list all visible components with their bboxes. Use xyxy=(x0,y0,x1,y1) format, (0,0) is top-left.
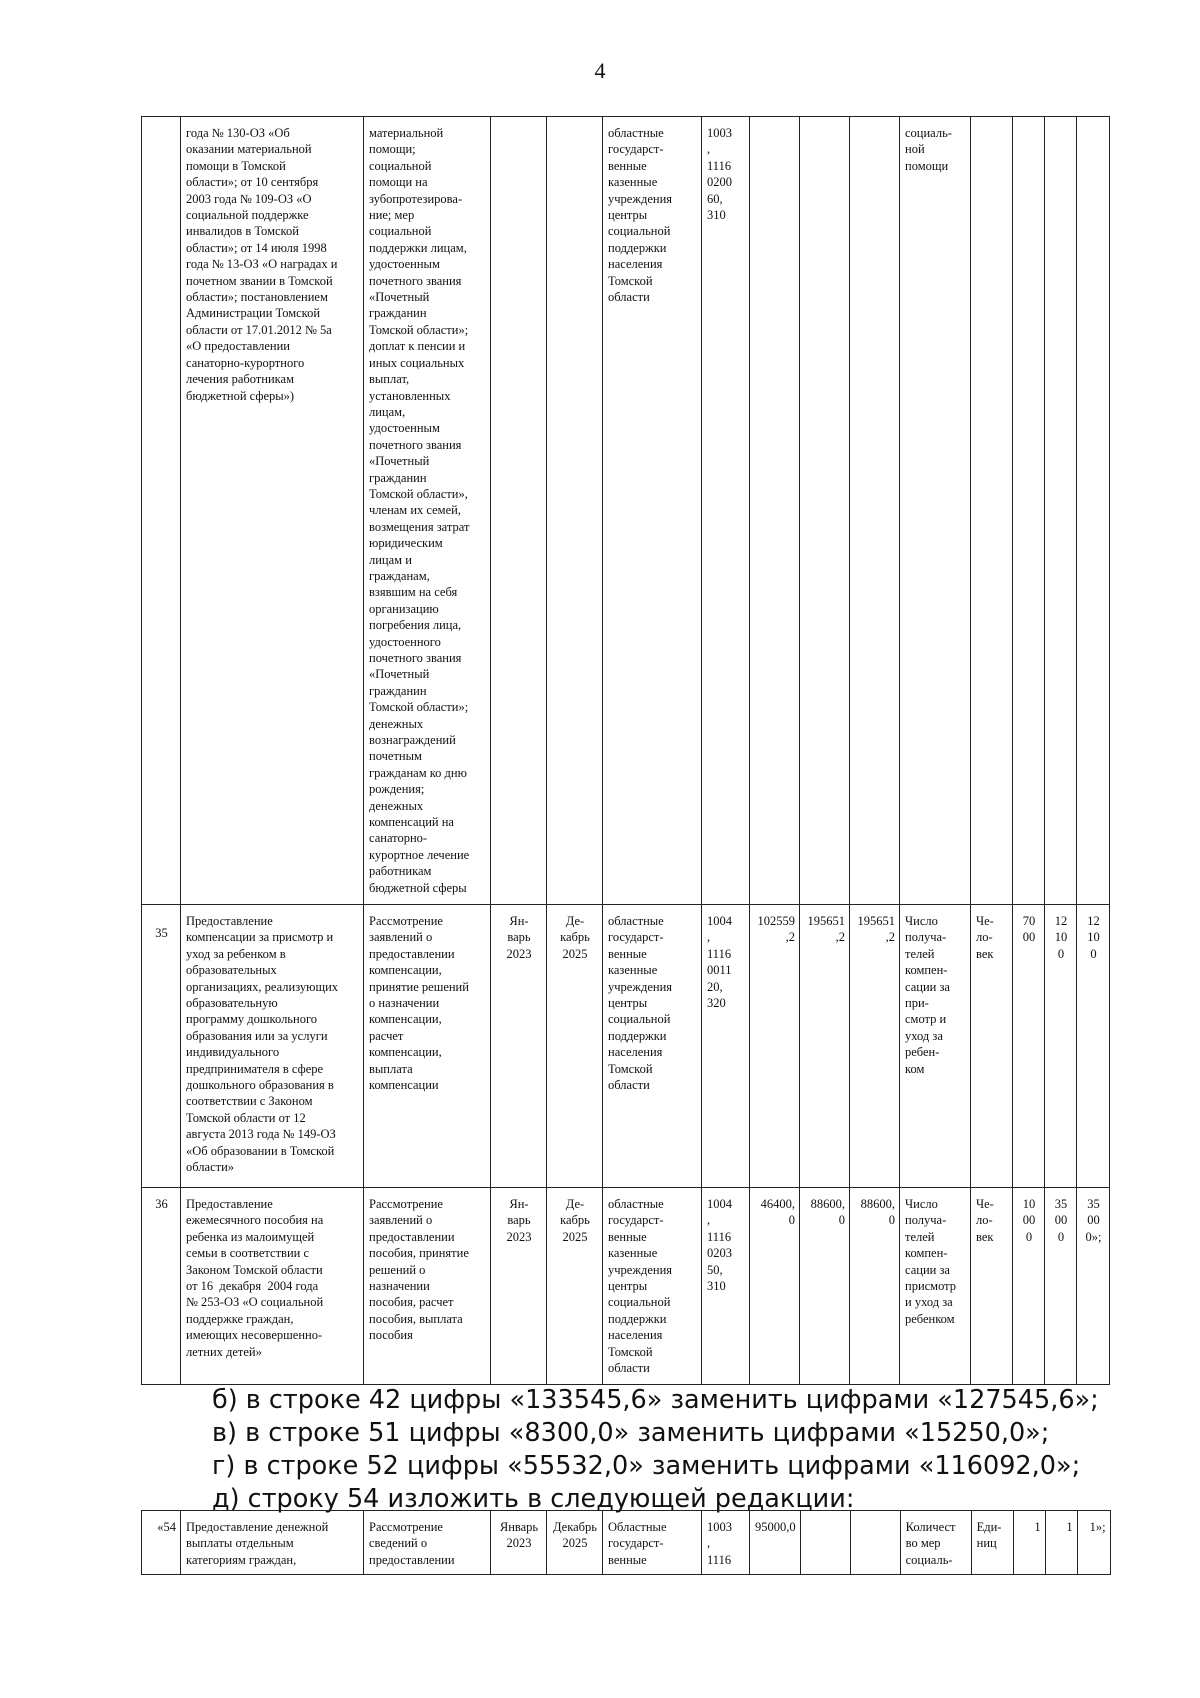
cell-indicator: социаль- ной помощи xyxy=(900,117,971,905)
cell-start: Январь 2023 xyxy=(491,1511,547,1575)
cell-amount-3: 195651 ,2 xyxy=(850,905,900,1188)
cell-executor: областные государст- венные казенные учреждения центры социальной поддержки населения Томской области xyxy=(603,1188,702,1385)
cell-target-3 xyxy=(1077,117,1110,905)
amendment-b: б) в строке 42 цифры «133545,6» заменить цифрами «127545,6»; xyxy=(212,1385,1099,1415)
cell-unit: Еди- ниц xyxy=(971,1511,1013,1575)
cell-executor: Областные государст- венные xyxy=(603,1511,702,1575)
cell-amount-1: 102559 ,2 xyxy=(750,905,800,1188)
cell-target-1: 1 xyxy=(1013,1511,1045,1575)
cell-target-2: 1 xyxy=(1045,1511,1077,1575)
cell-amount-3: 88600, 0 xyxy=(850,1188,900,1385)
cell-amount-1: 95000,0 xyxy=(750,1511,801,1575)
cell-amount-2 xyxy=(800,1511,850,1575)
cell-basis: года № 130-ОЗ «Об оказании материальной помощи в Томской области»; от 10 сентября 2003 года № 109-ОЗ «О социальной поддержке инвалидов в Томской области»; от 14 июля 1998 года № 13-ОЗ «О наградах и почетном звании в Томской области»; постановлением Администрации Томской области от 17.01.2012 № 5а «О предоставлении санаторно-курортного лечения работникам бюджетной сферы») xyxy=(181,117,364,905)
measures-table xyxy=(141,116,1110,1385)
page-number: 4 xyxy=(594,58,606,83)
cell-end: Декабрь 2025 xyxy=(547,1511,603,1575)
cell-basis: Предоставление ежемесячного пособия на ребенка из малоимущей семьи в соответствии с Законом Томской области от 16 декабря 2004 года № 253-ОЗ «О социальной поддержке граждан, имеющих несовершенно- летних детей» xyxy=(181,1188,364,1385)
cell-indicator: Число получа- телей компен- сации за при- смотр и уход за ребен- ком xyxy=(900,905,971,1188)
cell-start xyxy=(491,117,547,905)
cell-target-3: 1»; xyxy=(1077,1511,1110,1575)
cell-executor: областные государст- венные казенные учреждения центры социальной поддержки населения Томской области xyxy=(603,117,702,905)
cell-amount-3 xyxy=(850,1511,900,1575)
cell-target-1: 70 00 xyxy=(1013,905,1045,1188)
amendment-v: в) в строке 51 цифры «8300,0» заменить цифрами «15250,0»; xyxy=(212,1418,1050,1448)
amendment-g: г) в строке 52 цифры «55532,0» заменить цифрами «116092,0»; xyxy=(212,1451,1081,1481)
cell-amount-2: 88600, 0 xyxy=(800,1188,850,1385)
cell-procedure: Рассмотрение сведений о предоставлении xyxy=(364,1511,491,1575)
cell-start: Ян- варь 2023 xyxy=(491,905,547,1188)
table-row-54 xyxy=(142,1511,1111,1575)
cell-num: «54 xyxy=(142,1511,181,1575)
cell-basis: Предоставление денежной выплаты отдельным категориям граждан, xyxy=(181,1511,364,1575)
cell-num: 36 xyxy=(142,1188,181,1385)
cell-target-1: 10 00 0 xyxy=(1013,1188,1045,1385)
cell-procedure: материальной помощи; социальной помощи на зубопротезирова- ние; мер социальной поддержки лицам, удостоенным почетного звания «Почетный гражданин Томской области»; доплат к пенсии и иных социальных выплат, установленных лицам, удостоенным почетного звания «Почетный гражданин Томской области», членам их семей, возмещения затрат юридическим лицам и гражданам, взявшим на себя организацию погребения лица, удостоенного почетного звания «Почетный гражданин Томской области»; денежных вознаграждений почетным гражданам ко дню рождения; денежных компенсаций на санаторно- курортное лечение работникам бюджетной сферы xyxy=(364,117,491,905)
cell-target-2 xyxy=(1045,117,1077,905)
cell-target-1 xyxy=(1013,117,1045,905)
table-row-continuation xyxy=(142,117,1110,905)
cell-unit: Че- ло- век xyxy=(971,1188,1013,1385)
cell-executor: областные государст- венные казенные учреждения центры социальной поддержки населения Томской области xyxy=(603,905,702,1188)
row-54-table xyxy=(141,1510,1111,1575)
cell-target-2: 35 00 0 xyxy=(1045,1188,1077,1385)
cell-amount-2: 195651 ,2 xyxy=(800,905,850,1188)
amendment-d: д) строку 54 изложить в следующей редакции: xyxy=(212,1484,855,1514)
table-row-36 xyxy=(142,1188,1110,1385)
cell-amount-2 xyxy=(800,117,850,905)
cell-amount-1 xyxy=(750,117,800,905)
cell-unit xyxy=(971,117,1013,905)
cell-target-3: 12 10 0 xyxy=(1077,905,1110,1188)
cell-indicator: Число получа- телей компен- сации за присмотр и уход за ребенком xyxy=(900,1188,971,1385)
cell-target-3: 35 00 0»; xyxy=(1077,1188,1110,1385)
cell-amount-3 xyxy=(850,117,900,905)
cell-amount-1: 46400, 0 xyxy=(750,1188,800,1385)
cell-start: Ян- варь 2023 xyxy=(491,1188,547,1385)
cell-end xyxy=(547,117,603,905)
cell-procedure: Рассмотрение заявлений о предоставлении компенсации, принятие решений о назначении компенсации, расчет компенсации, выплата компенсации xyxy=(364,905,491,1188)
cell-procedure: Рассмотрение заявлений о предоставлении пособия, принятие решений о назначении пособия, расчет пособия, выплата пособия xyxy=(364,1188,491,1385)
cell-target-2: 12 10 0 xyxy=(1045,905,1077,1188)
cell-num xyxy=(142,117,181,905)
cell-code: 1003 , 1116 0200 60, 310 xyxy=(702,117,750,905)
table-row-35 xyxy=(142,905,1110,1188)
cell-basis: Предоставление компенсации за присмотр и уход за ребенком в образовательных организациях, реализующих образовательную программу дошкольного образования или за услуги индивидуального предпринимателя в сфере дошкольного образования в соответствии с Законом Томской области от 12 августа 2013 года № 149-ОЗ «Об образовании в Томской области» xyxy=(181,905,364,1188)
amendments-list xyxy=(212,1384,1099,1516)
cell-code: 1004 , 1116 0203 50, 310 xyxy=(702,1188,750,1385)
cell-end: Де- кабрь 2025 xyxy=(547,905,603,1188)
cell-unit: Че- ло- век xyxy=(971,905,1013,1188)
cell-code: 1004 , 1116 0011 20, 320 xyxy=(702,905,750,1188)
cell-num: 35 xyxy=(142,905,181,1188)
cell-code: 1003 , 1116 xyxy=(702,1511,750,1575)
cell-end: Де- кабрь 2025 xyxy=(547,1188,603,1385)
cell-indicator: Количест во мер социаль- xyxy=(900,1511,971,1575)
